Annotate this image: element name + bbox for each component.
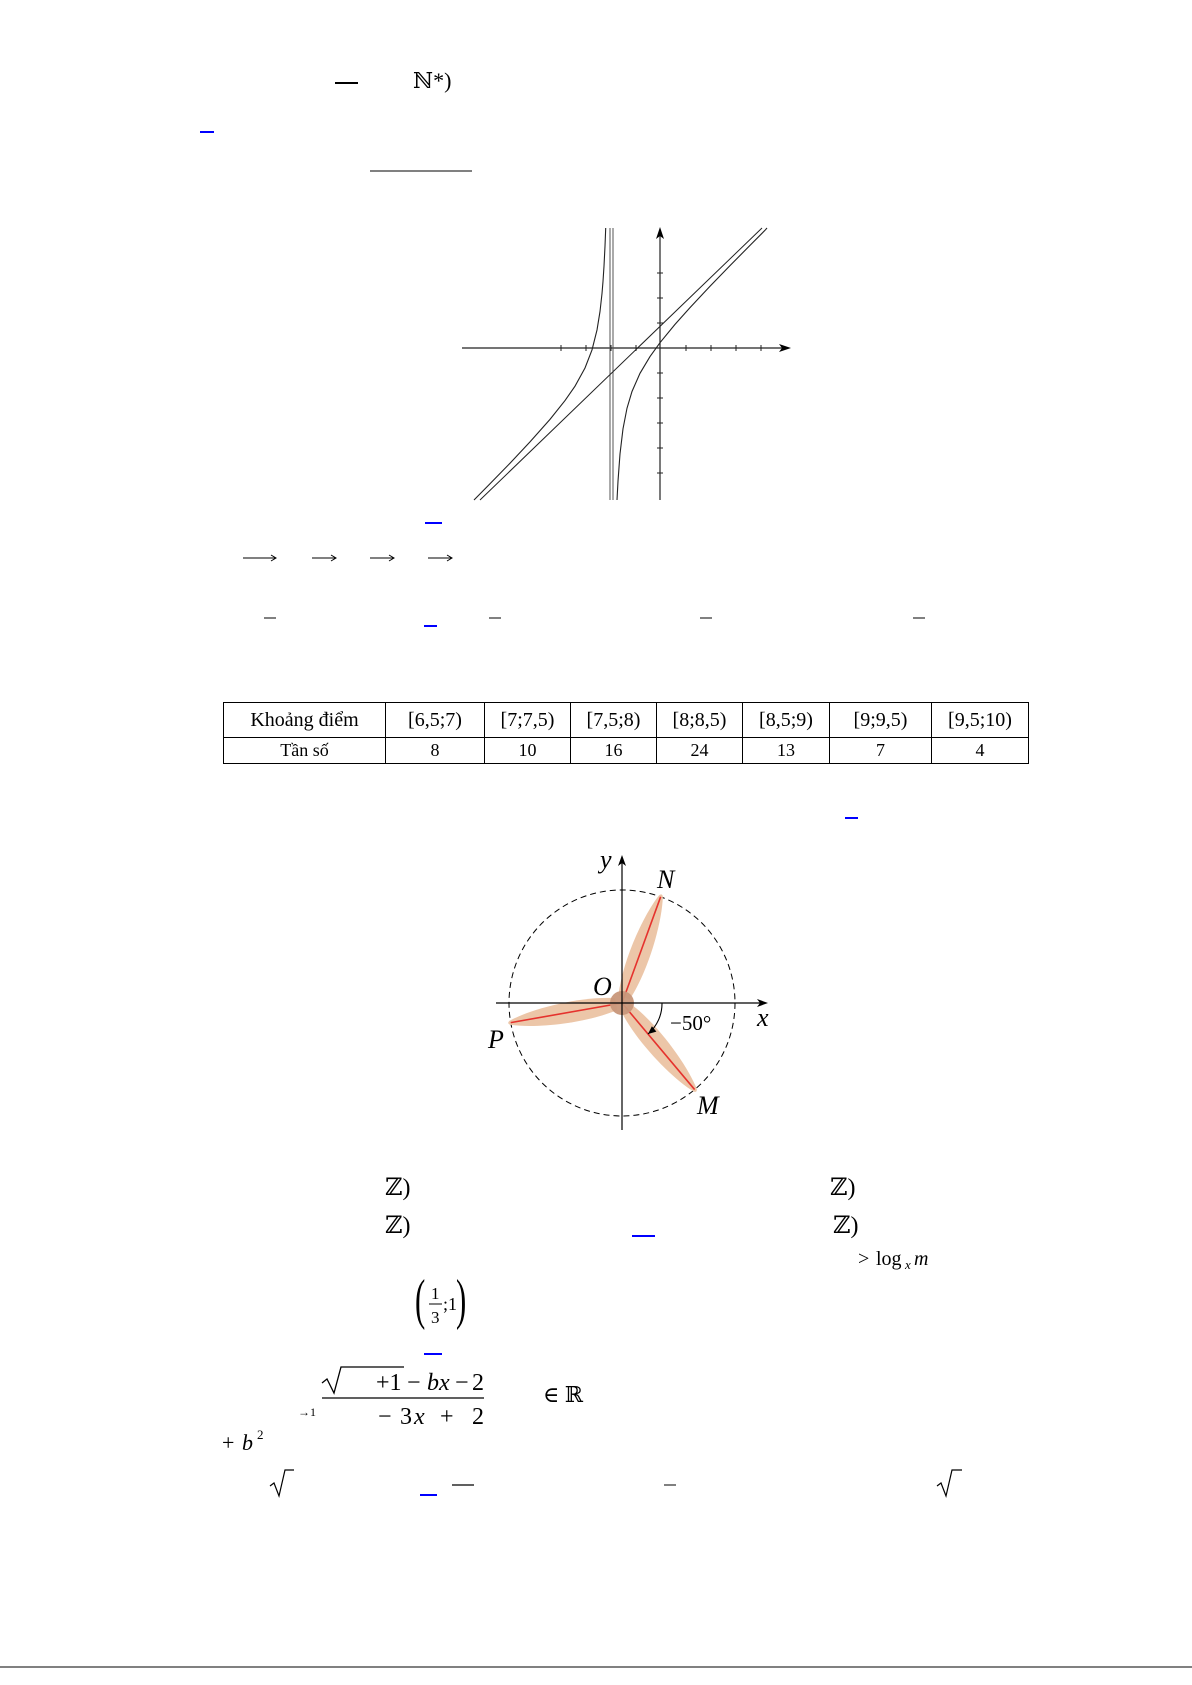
table-header-row [224, 703, 1029, 738]
radical-sign [270, 1470, 294, 1496]
interval-rest: ;1 [443, 1294, 458, 1314]
radical-sign [937, 1470, 962, 1496]
frequency-cell: 4 [932, 738, 1029, 764]
answer-underline [845, 817, 858, 819]
point-p-label: P [488, 1025, 504, 1054]
interval-numerator: 1 [431, 1284, 440, 1303]
integer-set: ℤ) [385, 1213, 411, 1239]
table-row [224, 738, 1029, 764]
oblique-asymptote [480, 228, 762, 500]
interval-cell: [6,5;7) [386, 703, 485, 738]
limit-num-minus: − [455, 1370, 469, 1396]
point-m-label: M [697, 1091, 719, 1120]
vector-arrow-icon [370, 555, 394, 561]
axis-x-label: x [757, 1003, 769, 1032]
interval-cell: [7;7,5) [485, 703, 571, 738]
log-word: log [876, 1248, 902, 1270]
answer-underline [425, 522, 442, 524]
interval-cell: [7,5;8) [571, 703, 657, 738]
limit-den-plus: + [440, 1404, 454, 1430]
limit-den-minus: − [378, 1404, 392, 1430]
vector-arrows [243, 555, 452, 561]
frequency-cell: 16 [571, 738, 657, 764]
limit-num-minus: − [407, 1370, 421, 1396]
interval-cell: [8;8,5) [657, 703, 743, 738]
frequency-cell: 13 [743, 738, 830, 764]
windmill-figure [487, 845, 769, 1130]
log-gt-sign: > [858, 1248, 870, 1270]
answer-underline [424, 1353, 442, 1355]
answer-underline [200, 131, 214, 133]
frequency-cell: 8 [386, 738, 485, 764]
frequency-table [223, 702, 1029, 764]
table-row-label: Tần số [224, 738, 386, 764]
blade-line [622, 897, 661, 1003]
frequency-cell: 24 [657, 738, 743, 764]
graph-left-branch [474, 228, 606, 500]
table-header-label: Khoảng điểm [224, 703, 386, 738]
interval-cell: [8,5;9) [743, 703, 830, 738]
answer-underline [632, 1235, 655, 1237]
interval-cell: [9;9,5) [830, 703, 932, 738]
limit-num-bx: bx [427, 1370, 450, 1396]
frequency-cell: 7 [830, 738, 932, 764]
angle-label: −50° [670, 1011, 712, 1035]
limit-num-inner: +1 [376, 1370, 402, 1396]
limit-den-two: 2 [472, 1404, 484, 1430]
square-exponent: 2 [257, 1427, 264, 1442]
axis-y-label: y [600, 845, 612, 874]
square-b: b [242, 1430, 253, 1455]
frequency-cell: 10 [485, 738, 571, 764]
limit-den-x: x [414, 1404, 425, 1430]
graph-right-branch [617, 228, 767, 500]
function-graph [462, 227, 791, 500]
interval-cell: [9,5;10) [932, 703, 1029, 738]
point-n-label: N [657, 865, 675, 894]
limit-subscript: →1 [298, 1405, 316, 1419]
answer-underline [424, 625, 437, 627]
integer-set: ℤ) [833, 1213, 859, 1239]
interval-close-paren: ) [456, 1268, 467, 1331]
vector-arrow-icon [312, 555, 336, 561]
limit-num-two: 2 [472, 1370, 484, 1396]
natural-numbers-set: ℕ*) [413, 68, 452, 93]
vector-arrow-icon [243, 555, 276, 561]
integer-set: ℤ) [385, 1175, 411, 1201]
limit-den-three: 3 [400, 1404, 412, 1430]
real-membership: ∈ ℝ [543, 1382, 584, 1407]
integer-set: ℤ) [830, 1175, 856, 1201]
answer-underline [420, 1494, 437, 1496]
interval-open-paren: ( [415, 1268, 426, 1331]
vector-arrow-icon [428, 555, 452, 561]
interval-denominator: 3 [431, 1308, 440, 1327]
square-plus: + [222, 1430, 235, 1455]
point-o-label: O [593, 972, 612, 1001]
log-base: x [905, 1257, 911, 1272]
log-argument: m [914, 1248, 929, 1270]
blade-n [612, 891, 671, 1007]
